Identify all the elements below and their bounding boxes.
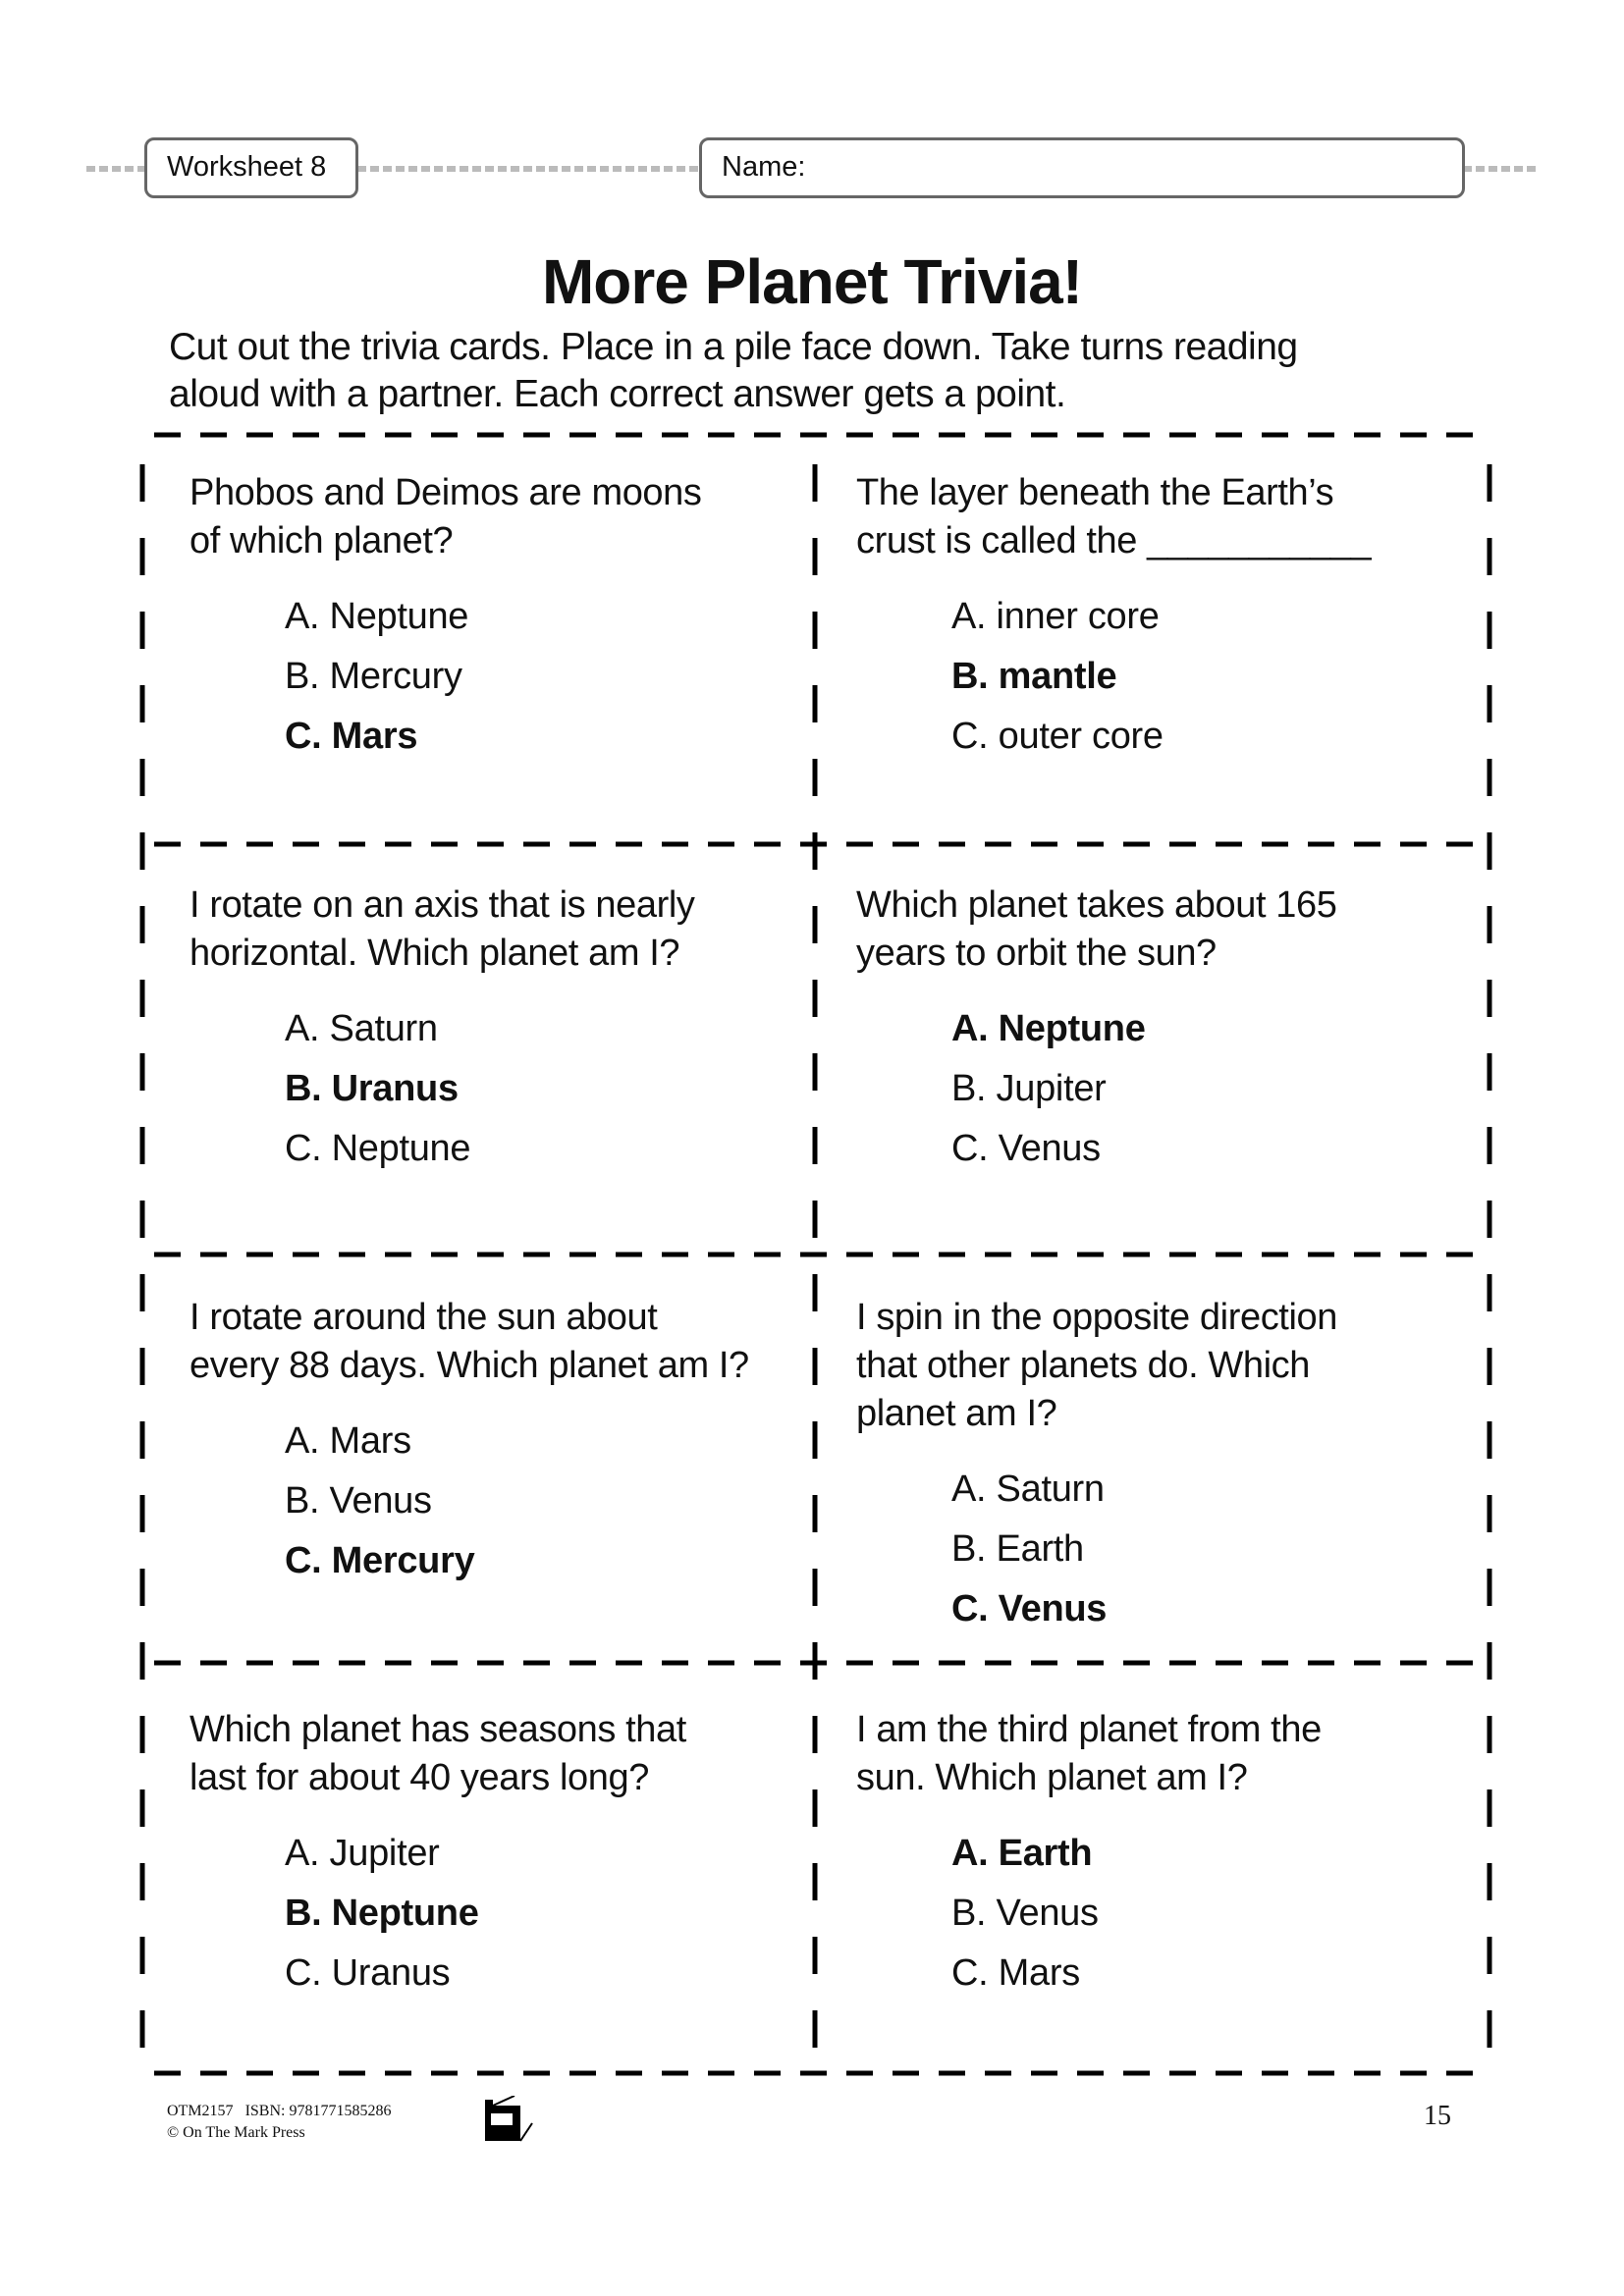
name-field[interactable]: Name: bbox=[699, 137, 1465, 198]
card-question: Phobos and Deimos are moons of which planet? bbox=[189, 472, 702, 561]
option: C. Uranus bbox=[285, 1952, 451, 1994]
option: A. Jupiter bbox=[285, 1833, 440, 1874]
trivia-card bbox=[189, 881, 798, 1179]
option: B. Venus bbox=[285, 1480, 432, 1522]
option: B. Mercury bbox=[285, 656, 462, 697]
option: A. Saturn bbox=[951, 1468, 1105, 1510]
option: A. Neptune bbox=[285, 596, 469, 637]
option: A. inner core bbox=[951, 596, 1160, 637]
trivia-card bbox=[856, 469, 1465, 767]
trivia-card bbox=[189, 469, 798, 767]
correct-option: A. Earth bbox=[951, 1833, 1093, 1874]
publisher-logo-icon bbox=[481, 2096, 560, 2145]
correct-option: B. Neptune bbox=[285, 1893, 479, 1934]
option: B. Earth bbox=[951, 1528, 1084, 1570]
correct-option: B. Uranus bbox=[285, 1068, 459, 1109]
card-question: The layer beneath the Earth’s crust is called the ___________ bbox=[856, 472, 1372, 561]
correct-option: C. Mercury bbox=[285, 1540, 475, 1581]
card-question: Which planet has seasons that last for about 40 years long? bbox=[189, 1709, 686, 1798]
instructions-line: Cut out the trivia cards. Place in a pile face down. Take turns reading bbox=[169, 326, 1298, 368]
card-question: I spin in the opposite direction that other planets do. Which planet am I? bbox=[856, 1297, 1337, 1434]
option: C. Neptune bbox=[285, 1128, 471, 1169]
product-code: OTM2157 bbox=[167, 2103, 234, 2119]
option: B. Jupiter bbox=[951, 1068, 1107, 1109]
option: A. Mars bbox=[285, 1420, 411, 1462]
correct-option: B. mantle bbox=[951, 656, 1117, 697]
trivia-card bbox=[856, 1294, 1465, 1639]
copyright: © On The Mark Press bbox=[167, 2124, 305, 2141]
isbn: ISBN: 9781771585286 bbox=[244, 2103, 392, 2119]
trivia-card bbox=[189, 1294, 798, 1591]
option: A. Saturn bbox=[285, 1008, 438, 1049]
card-question: I am the third planet from the sun. Which planet am I? bbox=[856, 1709, 1322, 1798]
trivia-card bbox=[856, 881, 1465, 1179]
trivia-card bbox=[856, 1706, 1465, 2003]
correct-option: A. Neptune bbox=[951, 1008, 1146, 1049]
correct-option: C. Venus bbox=[951, 1588, 1108, 1629]
card-question: I rotate around the sun about every 88 days. Which planet am I? bbox=[189, 1297, 749, 1386]
page-number: 15 bbox=[1424, 2101, 1451, 2131]
trivia-card bbox=[189, 1706, 798, 2003]
card-question: Which planet takes about 165 years to orbit the sun? bbox=[856, 884, 1337, 974]
option: C. Venus bbox=[951, 1128, 1101, 1169]
card-question: I rotate on an axis that is nearly horizontal. Which planet am I? bbox=[189, 884, 695, 974]
correct-option: C. Mars bbox=[285, 716, 418, 757]
worksheet-label: Worksheet 8 bbox=[144, 137, 358, 198]
page-title: More Planet Trivia! bbox=[541, 246, 1083, 317]
option: B. Venus bbox=[951, 1893, 1099, 1934]
footer-credits bbox=[167, 2101, 391, 2144]
option: C. outer core bbox=[951, 716, 1164, 757]
instructions-line: aloud with a partner. Each correct answer gets a point. bbox=[169, 373, 1066, 415]
option: C. Mars bbox=[951, 1952, 1080, 1994]
